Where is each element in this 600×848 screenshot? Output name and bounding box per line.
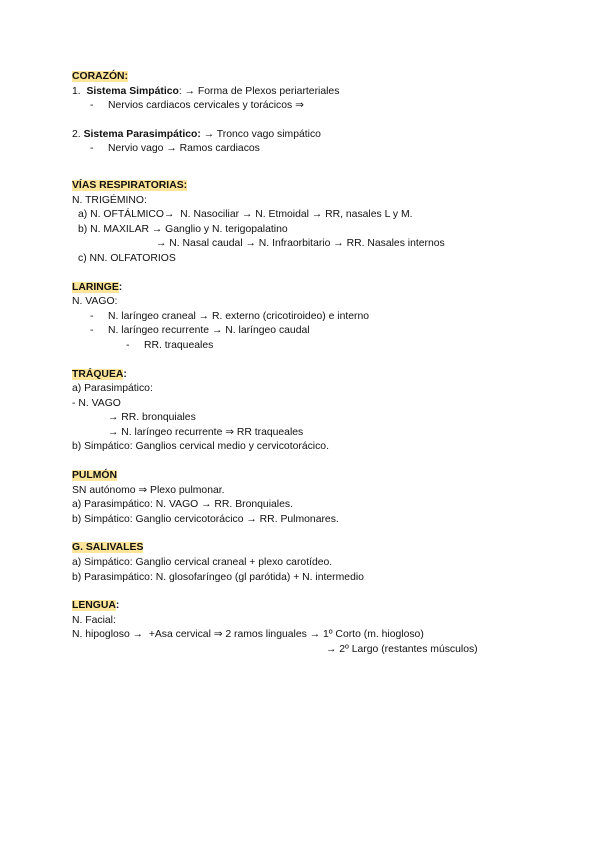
- salivales-line-2: b) Parasimpático: N. glosofaríngeo (gl parótida) + N. intermedio: [72, 571, 364, 583]
- lengua-line-2: N. hipogloso → +Asa cervical ⇒ 2 ramos linguales → 1º Corto (m. hiogloso): [72, 629, 424, 641]
- laringe-line-1: N. VAGO:: [72, 296, 118, 308]
- document-page: [72, 70, 572, 658]
- section-heading-laringe: LARINGE:: [72, 281, 123, 293]
- traquea-line-2: - N. VAGO: [72, 397, 121, 409]
- lengua-line-1: N. Facial:: [72, 614, 116, 626]
- section-heading-salivales: G. SALIVALES: [72, 542, 144, 554]
- pulmon-line-3: b) Simpático: Ganglio cervicotorácico → RR. Pulmonares.: [72, 513, 339, 525]
- traquea-line-5: b) Simpático: Ganglios cervical medio y cervicotorácico.: [72, 441, 329, 453]
- corazon-line-1: 1. Sistema Simpático: → Forma de Plexos periarteriales: [72, 85, 340, 97]
- section-heading-pulmon: PULMÓN: [72, 470, 118, 482]
- section-heading-lengua: LENGUA:: [72, 600, 120, 612]
- laringe-line-4: - RR. traqueales: [126, 339, 214, 351]
- vias-line-2: a) N. OFTÁLMICO→ N. Nasociliar → N. Etmoidal → RR, nasales L y M.: [78, 209, 413, 221]
- traquea-line-3: → RR. bronquiales: [108, 412, 196, 424]
- section-heading-vias-respiratorias: VÍAS RESPIRATORIAS:: [72, 179, 188, 191]
- salivales-line-1: a) Simpático: Ganglio cervical craneal + plexo carotídeo.: [72, 557, 333, 569]
- section-heading-corazon: CORAZÓN:: [72, 71, 128, 82]
- pulmon-line-1: SN autónomo ⇒ Plexo pulmonar.: [72, 484, 225, 496]
- corazon-line-4: - Nervio vago → Ramos cardiacos: [90, 143, 260, 155]
- traquea-line-1: a) Parasimpático:: [72, 383, 153, 395]
- laringe-line-2: - N. laríngeo craneal → R. externo (cricotiroideo) e interno: [90, 310, 370, 322]
- vias-line-1: N. TRIGÉMINO:: [72, 194, 147, 206]
- vias-line-3: b) N. MAXILAR → Ganglio y N. terigopalatino: [78, 223, 288, 235]
- section-heading-traquea: TRÁQUEA:: [72, 368, 127, 380]
- corazon-line-3: 2. Sistema Parasimpático: → Tronco vago simpático: [72, 128, 321, 140]
- vias-line-4: → N. Nasal caudal → N. Infraorbitario → RR. Nasales internos: [156, 238, 445, 250]
- traquea-line-4: → N. laríngeo recurrente ⇒ RR traqueales: [108, 426, 304, 438]
- pulmon-line-2: a) Parasimpático: N. VAGO → RR. Bronquiales.: [72, 499, 293, 511]
- corazon-line-2: - Nervios cardiacos cervicales y torácicos ⇒: [90, 100, 304, 112]
- vias-line-5: c) NN. OLFATORIOS: [78, 252, 176, 264]
- laringe-line-3: - N. laríngeo recurrente → N. laríngeo caudal: [90, 325, 310, 337]
- lengua-line-3: → 2º Largo (restantes músculos): [326, 644, 478, 655]
